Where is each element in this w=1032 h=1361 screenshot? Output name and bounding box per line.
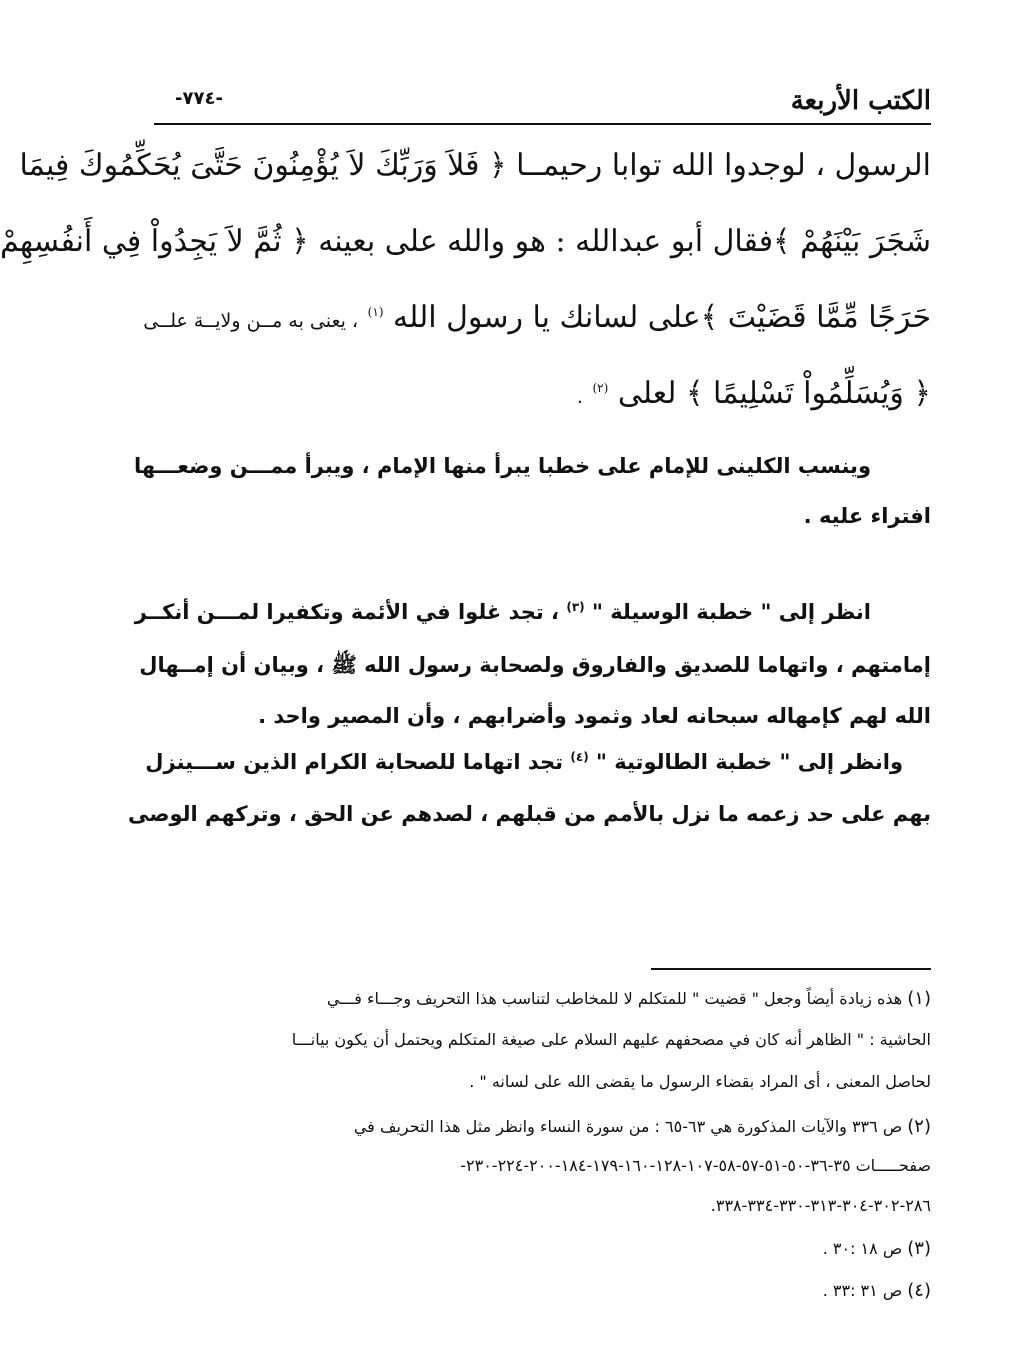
paragraph-wasila-sermon: [134, 600, 931, 730]
page-number: -٧٧٤-: [175, 88, 223, 109]
footnote-marker: (١): [367, 305, 384, 319]
text-line: بهم على حد زعمه ما نزل بالأمم من قبلهم ، لصدهم عن الحق ، وتركهم الوصى: [127, 802, 931, 826]
footnote-number: (٢): [907, 1116, 931, 1137]
text-segment: ، يعنى به مــن ولايــة علــى: [143, 310, 359, 332]
text-line: افتراء عليه .: [803, 504, 931, 528]
footnote-text: ص ٣٣٦ والآيات المذكورة هي ٦٣-٦٥ : من سورة النساء وانظر مثل هذا التحريف في: [353, 1117, 903, 1136]
footnote-number: (١): [907, 988, 931, 1009]
footnote-1-continued: الحاشية : " الظاهر أنه كان في مصحفهم عليهم السلام على صيغة المتكلم ويحتمل أن يكون بيانـــا: [291, 1030, 931, 1049]
text-line: إمامتهم ، واتهاما للصديق والفاروق ولصحابة رسول الله ﷺ ، وبيان أن إمــهال: [139, 653, 931, 677]
text-line: الرسول ، لوجدوا الله توابا رحيمــا ﴿ فَلاَ وَرَبِّكَ لاَ يُؤْمِنُونَ حَتَّىَ يُحَكِّمُوكَ فِيمَا: [19, 148, 931, 183]
page-header: [157, 78, 931, 122]
text-line: [145, 750, 931, 774]
text-line: [159, 376, 931, 411]
text-segment: انظر إلى " خطبة الوسيلة ": [591, 600, 871, 624]
paragraph-talutiya-sermon: [127, 750, 931, 840]
footnote-text: ص ٣١ :٣٣ .: [822, 1281, 903, 1300]
text-line: الله لهم كإمهاله سبحانه لعاد وثمود وأضرابهم ، وأن المصير واحد .: [258, 704, 931, 728]
header-divider: [154, 123, 931, 125]
paragraph-kulaini: [133, 454, 931, 544]
text-segment: وانظر إلى " خطبة الطالوتية ": [596, 750, 903, 774]
text-line: [134, 600, 931, 624]
paragraph-quran-quote: [0, 148, 931, 448]
text-segment: ، تجد غلوا في الأئمة وتكفيرا لمـــن أنكــر: [134, 600, 560, 624]
footnote-marker: (٤): [570, 750, 589, 764]
footnote-marker: (٢): [592, 381, 609, 395]
footnote-2-continued: صفحـــــات ٣٥-٣٦-٥٠-٥١-٥٧-٥٨-١٠٧-١٢٨-١٦٠-١٧٩-١٨٤-٢٠٠-٢٢٤-٢٣٠-: [460, 1156, 931, 1175]
text-segment: تجد اتهاما للصحابة الكرام الذين ســـينزل: [145, 750, 564, 774]
footnote-2-continued: ٢٨٦-٣٠٢-٣٠٤-٣١٣-٣٣٠-٣٣٤-٣٣٨.: [710, 1196, 931, 1215]
footnote-marker: (٣): [566, 600, 585, 614]
text-line: [143, 300, 931, 335]
footnote-text: ص ١٨ :٣٠ .: [822, 1239, 903, 1258]
footnote-number: (٤): [907, 1280, 931, 1301]
running-title: الكتب الأربعة: [790, 86, 931, 116]
text-segment: .: [576, 386, 583, 408]
footnote-2: [159, 1116, 931, 1137]
text-segment: حَرَجًا مِّمَّا قَضَيْتَ ﴾على لسانك يا رسول الله: [393, 300, 931, 335]
footnote-1-continued: لحاصل المعنى ، أى المراد بقضاء الرسول ما يقضى الله على لسانه " .: [469, 1072, 931, 1091]
footnote-4: [159, 1280, 931, 1301]
footnote-1: [159, 988, 931, 1009]
footnote-3: [159, 1238, 931, 1259]
footnote-divider: [651, 968, 931, 970]
footnote-text: هذه زيادة أيضاً وجعل " قضيت " للمتكلم لا للمخاطب لتناسب هذا التحريف وجـــاء فـــي: [326, 989, 903, 1008]
text-line: شَجَرَ بَيْنَهُمْ ﴾فقال أبو عبدالله : هو والله على بعينه ﴿ ثُمَّ لاَ يَجِدُواْ فِي أَنفُسِهِمْ: [0, 224, 931, 259]
text-segment: ﴿ وَيُسَلِّمُواْ تَسْلِيمًا ﴾ لعلى: [617, 376, 931, 411]
text-line: وينسب الكلينى للإمام على خطبا يبرأ منها الإمام ، ويبرأ ممـــن وضعـــها: [133, 454, 871, 478]
footnote-number: (٣): [907, 1238, 931, 1259]
